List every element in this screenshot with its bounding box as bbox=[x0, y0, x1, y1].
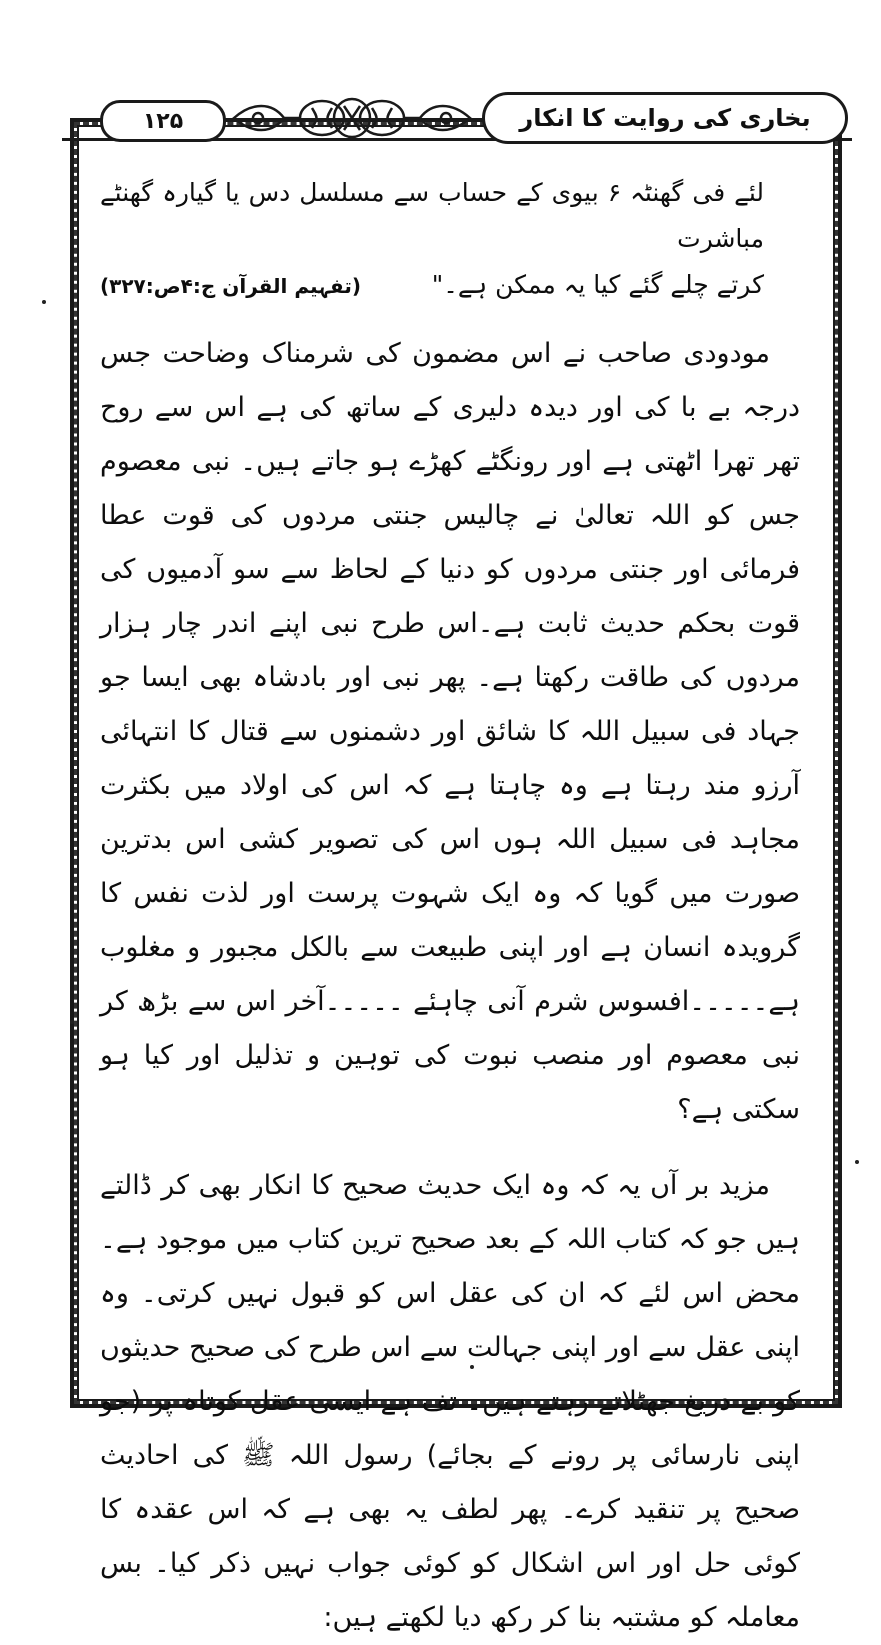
quote-block bbox=[100, 170, 800, 309]
scan-speck bbox=[470, 1365, 474, 1369]
scan-speck bbox=[70, 1020, 74, 1024]
page-content bbox=[100, 170, 800, 1645]
running-title: بخاری کی روایت کا انکار bbox=[482, 92, 848, 144]
quote-line-1: لئے فی گھنٹہ ۶ بیوی کے حساب سے مسلسل دس یا گیارہ گھنٹے مباشرت bbox=[100, 178, 764, 253]
scan-speck bbox=[855, 1160, 859, 1164]
page-header bbox=[62, 92, 852, 144]
header-ornament-icon bbox=[232, 96, 472, 140]
quote-line-2-row bbox=[100, 262, 764, 309]
paragraph-1: مودودی صاحب نے اس مضمون کی شرمناک وضاحت جس درجہ بے با کی اور دیدہ دلیری کے ساتھ کی ہے اس سے روح تھر تھرا اٹھتی ہے اور رونگٹے کھڑے ہو جاتے ہیں۔ نبی معصوم جس کو اللہ تعالیٰ نے چالیس جنتی مردوں کی قوت عطا فرمائی اور جنتی مردوں کو دنیا کے لحاظ سے سو آدمیوں کی قوت بحکم حدیث ثابت ہے۔اس طرح نبی اپنے اندر چار ہزار مردوں کی طاقت رکھتا ہے۔ پھر نبی اور بادشاہ بھی ایسا جو جہاد فی سبیل اللہ کا شائق اور دشمنوں سے قتال کا انتہائی آرزو مند رہتا ہے وہ چاہتا ہے کہ اس کی اولاد میں بکثرت مجاہد فی سبیل اللہ ہوں اس کی تصویر کشی اس بدترین صورت میں گویا کہ وہ ایک شہوت پرست اور لذت نفس کا گرویدہ انسان ہے اور اپنی طبیعت سے بالکل مجبور و مغلوب ہے۔۔۔۔۔افسوس شرم آنی چاہئے ۔۔۔۔۔آخر اس سے بڑھ کر نبی معصوم اور منصب نبوت کی توہین و تذلیل اور کیا ہو سکتی ہے؟ bbox=[100, 338, 800, 1125]
quote-line-2: کرتے چلے گئے کیا یہ ممکن ہے۔" bbox=[431, 270, 764, 299]
page-number: ۱۲۵ bbox=[100, 100, 226, 142]
paragraph-2: مزید بر آں یہ کہ وہ ایک حدیث صحیح کا انکار بھی کر ڈالتے ہیں جو کہ کتاب اللہ کے بعد صحیح ترین کتاب میں موجود ہے۔ محض اس لئے کہ ان کی عقل اس کو قبول نہیں کرتی۔ وہ اپنی عقل سے اور اپنی جہالت سے اس طرح کی صحیح حدیثوں کو بے دریغ جھٹلاتے رہتے ہیں۔ تف ہے ایسی عقل کوتاہ پر (جو اپنی نارسائی پر رونے کے بجائے) رسول اللہ ﷺ کی احادیث صحیح پر تنقید کرے۔ پھر لطف یہ بھی ہے کہ اس عقدہ کا کوئی حل اور اس اشکال کو کوئی جواب نہیں ذکر کیا۔ بس معاملہ کو مشتبہ بنا کر رکھ دیا لکھتے ہیں: bbox=[100, 1170, 800, 1633]
scan-speck bbox=[42, 300, 46, 304]
citation: (تفہیم القرآن ج:۴ص:۳۲۷) bbox=[100, 274, 361, 298]
